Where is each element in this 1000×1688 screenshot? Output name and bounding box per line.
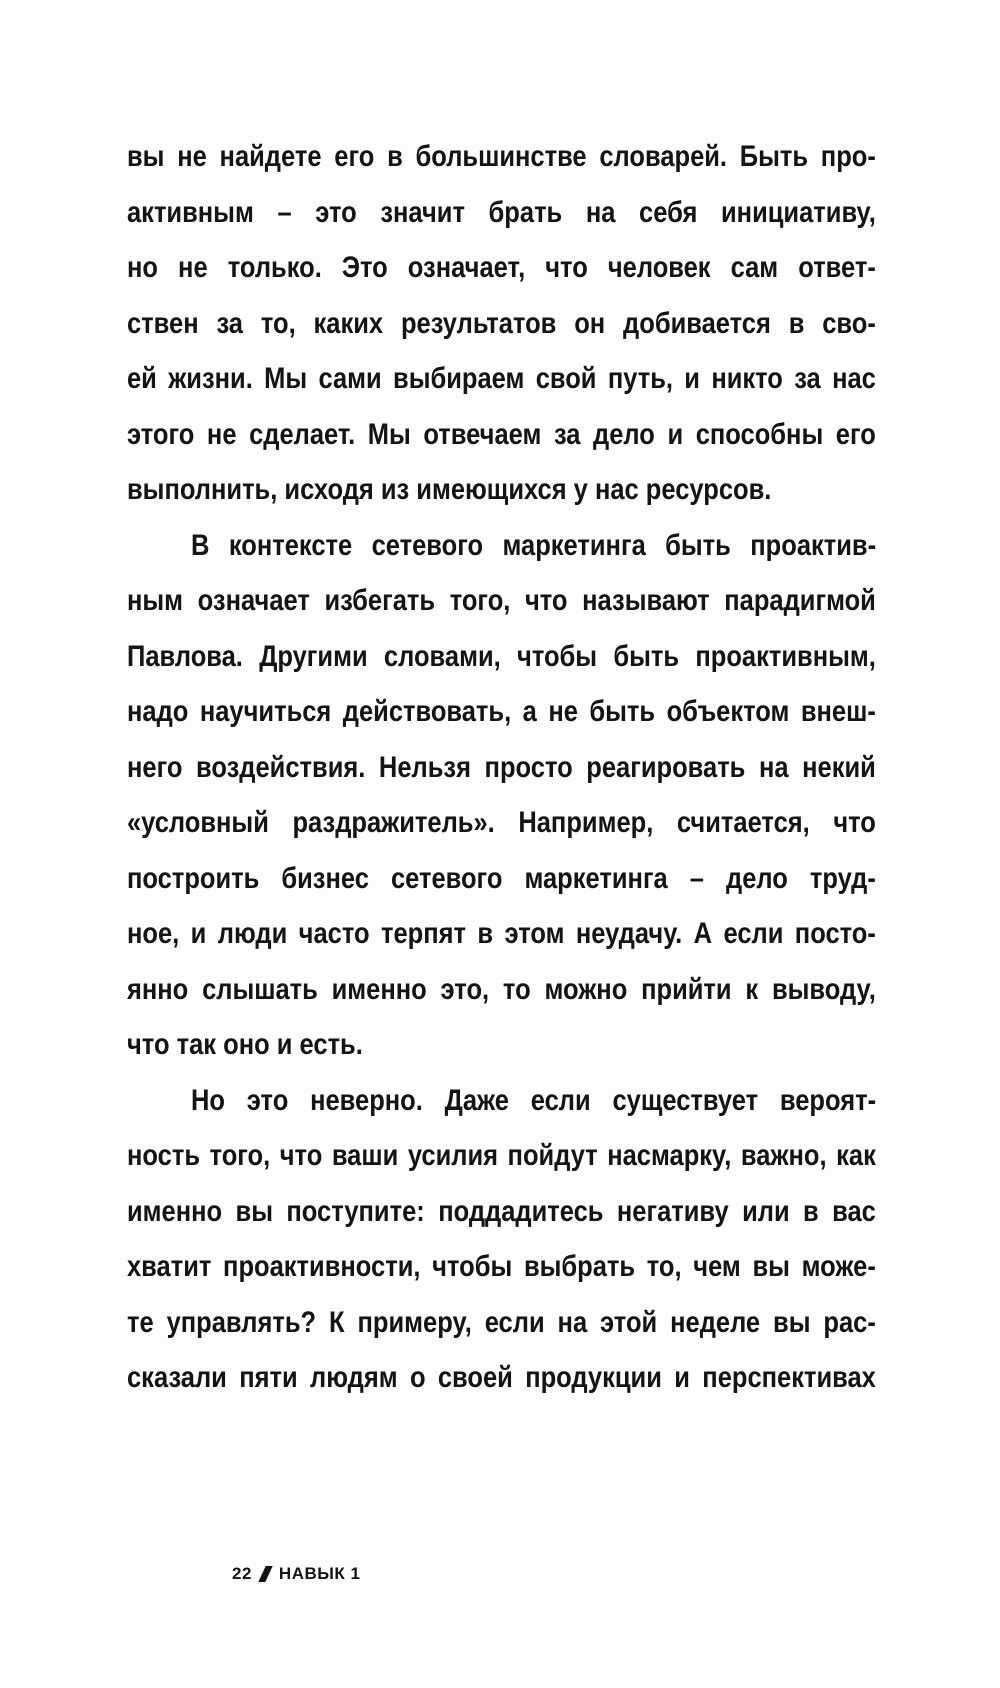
text-line-content: янно слышать именно это, то можно прийти к выводу, bbox=[127, 972, 876, 1006]
text-line bbox=[127, 193, 876, 249]
text-line bbox=[127, 415, 876, 471]
text-line bbox=[127, 526, 876, 582]
text-line-content: надо научиться действовать, а не быть объектом внеш- bbox=[127, 695, 876, 728]
text-line bbox=[127, 859, 876, 915]
text-line bbox=[127, 1025, 876, 1081]
text-line-content: Но это неверно. Даже если существует вероят- bbox=[191, 1083, 877, 1117]
text-line bbox=[127, 748, 876, 804]
text-line-content: этого не сделает. Мы отвечаем за дело и способны его bbox=[127, 417, 876, 451]
text-line-content: ное, и люди часто терпят в этом неудачу. А если посто- bbox=[127, 917, 876, 950]
text-line bbox=[127, 914, 876, 970]
text-line bbox=[127, 970, 876, 1026]
text-line-content: но не только. Это означает, что человек сам ответ- bbox=[127, 251, 876, 284]
page-number: 22 bbox=[232, 1564, 252, 1583]
text-line bbox=[127, 1136, 876, 1192]
text-line-content: выполнить, исходя из имеющихся у нас ресурсов. bbox=[127, 473, 772, 506]
text-line bbox=[127, 137, 876, 193]
text-line-content: В контексте сетевого маркетинга быть проактив- bbox=[191, 528, 877, 562]
text-line-content: Павлова. Другими словами, чтобы быть проактивным, bbox=[127, 639, 876, 673]
text-line-content: ей жизни. Мы сами выбираем свой путь, и никто за нас bbox=[127, 362, 876, 395]
text-line bbox=[127, 1247, 876, 1303]
text-line-content: что так оно и есть. bbox=[127, 1028, 363, 1061]
text-line-content: ность того, что ваши усилия пойдут насмарку, важно, как bbox=[127, 1139, 876, 1172]
text-line-content: ствен за то, каких результатов он добивается в сво- bbox=[127, 306, 876, 340]
page-body bbox=[127, 137, 876, 1414]
text-line-content: сказали пяти людям о своей продукции и перспективах bbox=[127, 1361, 876, 1394]
text-line-content: те управлять? К примеру, если на этой неделе вы рас- bbox=[127, 1305, 876, 1339]
text-line bbox=[127, 1303, 876, 1359]
text-line-content: активным – это значит брать на себя инициативу, bbox=[127, 195, 876, 229]
text-line bbox=[127, 803, 876, 859]
text-line bbox=[127, 1358, 876, 1414]
section-title: НАВЫК 1 bbox=[278, 1564, 361, 1583]
text-line bbox=[127, 1192, 876, 1248]
text-line bbox=[127, 1081, 876, 1137]
text-line-content: «условный раздражитель». Например, считается, что bbox=[127, 806, 876, 839]
text-line bbox=[127, 581, 876, 637]
text-line bbox=[127, 470, 876, 526]
text-line-content: ным означает избегать того, что называют парадигмой bbox=[127, 584, 876, 617]
text-line-content: вы не найдете его в большинстве словарей. Быть про- bbox=[127, 140, 876, 173]
slash-icon bbox=[258, 1566, 272, 1582]
text-line bbox=[127, 248, 876, 304]
text-line bbox=[127, 692, 876, 748]
text-line bbox=[127, 304, 876, 360]
text-line-content: него воздействия. Нельзя просто реагировать на некий bbox=[127, 750, 876, 784]
text-line bbox=[127, 359, 876, 415]
text-line-content: именно вы поступите: поддадитесь негативу или в вас bbox=[127, 1194, 876, 1228]
text-line-content: хватит проактивности, чтобы выбрать то, чем вы може- bbox=[127, 1250, 876, 1283]
text-line-content: построить бизнес сетевого маркетинга – дело труд- bbox=[127, 861, 876, 895]
text-line bbox=[127, 637, 876, 693]
page-footer bbox=[232, 1564, 360, 1584]
